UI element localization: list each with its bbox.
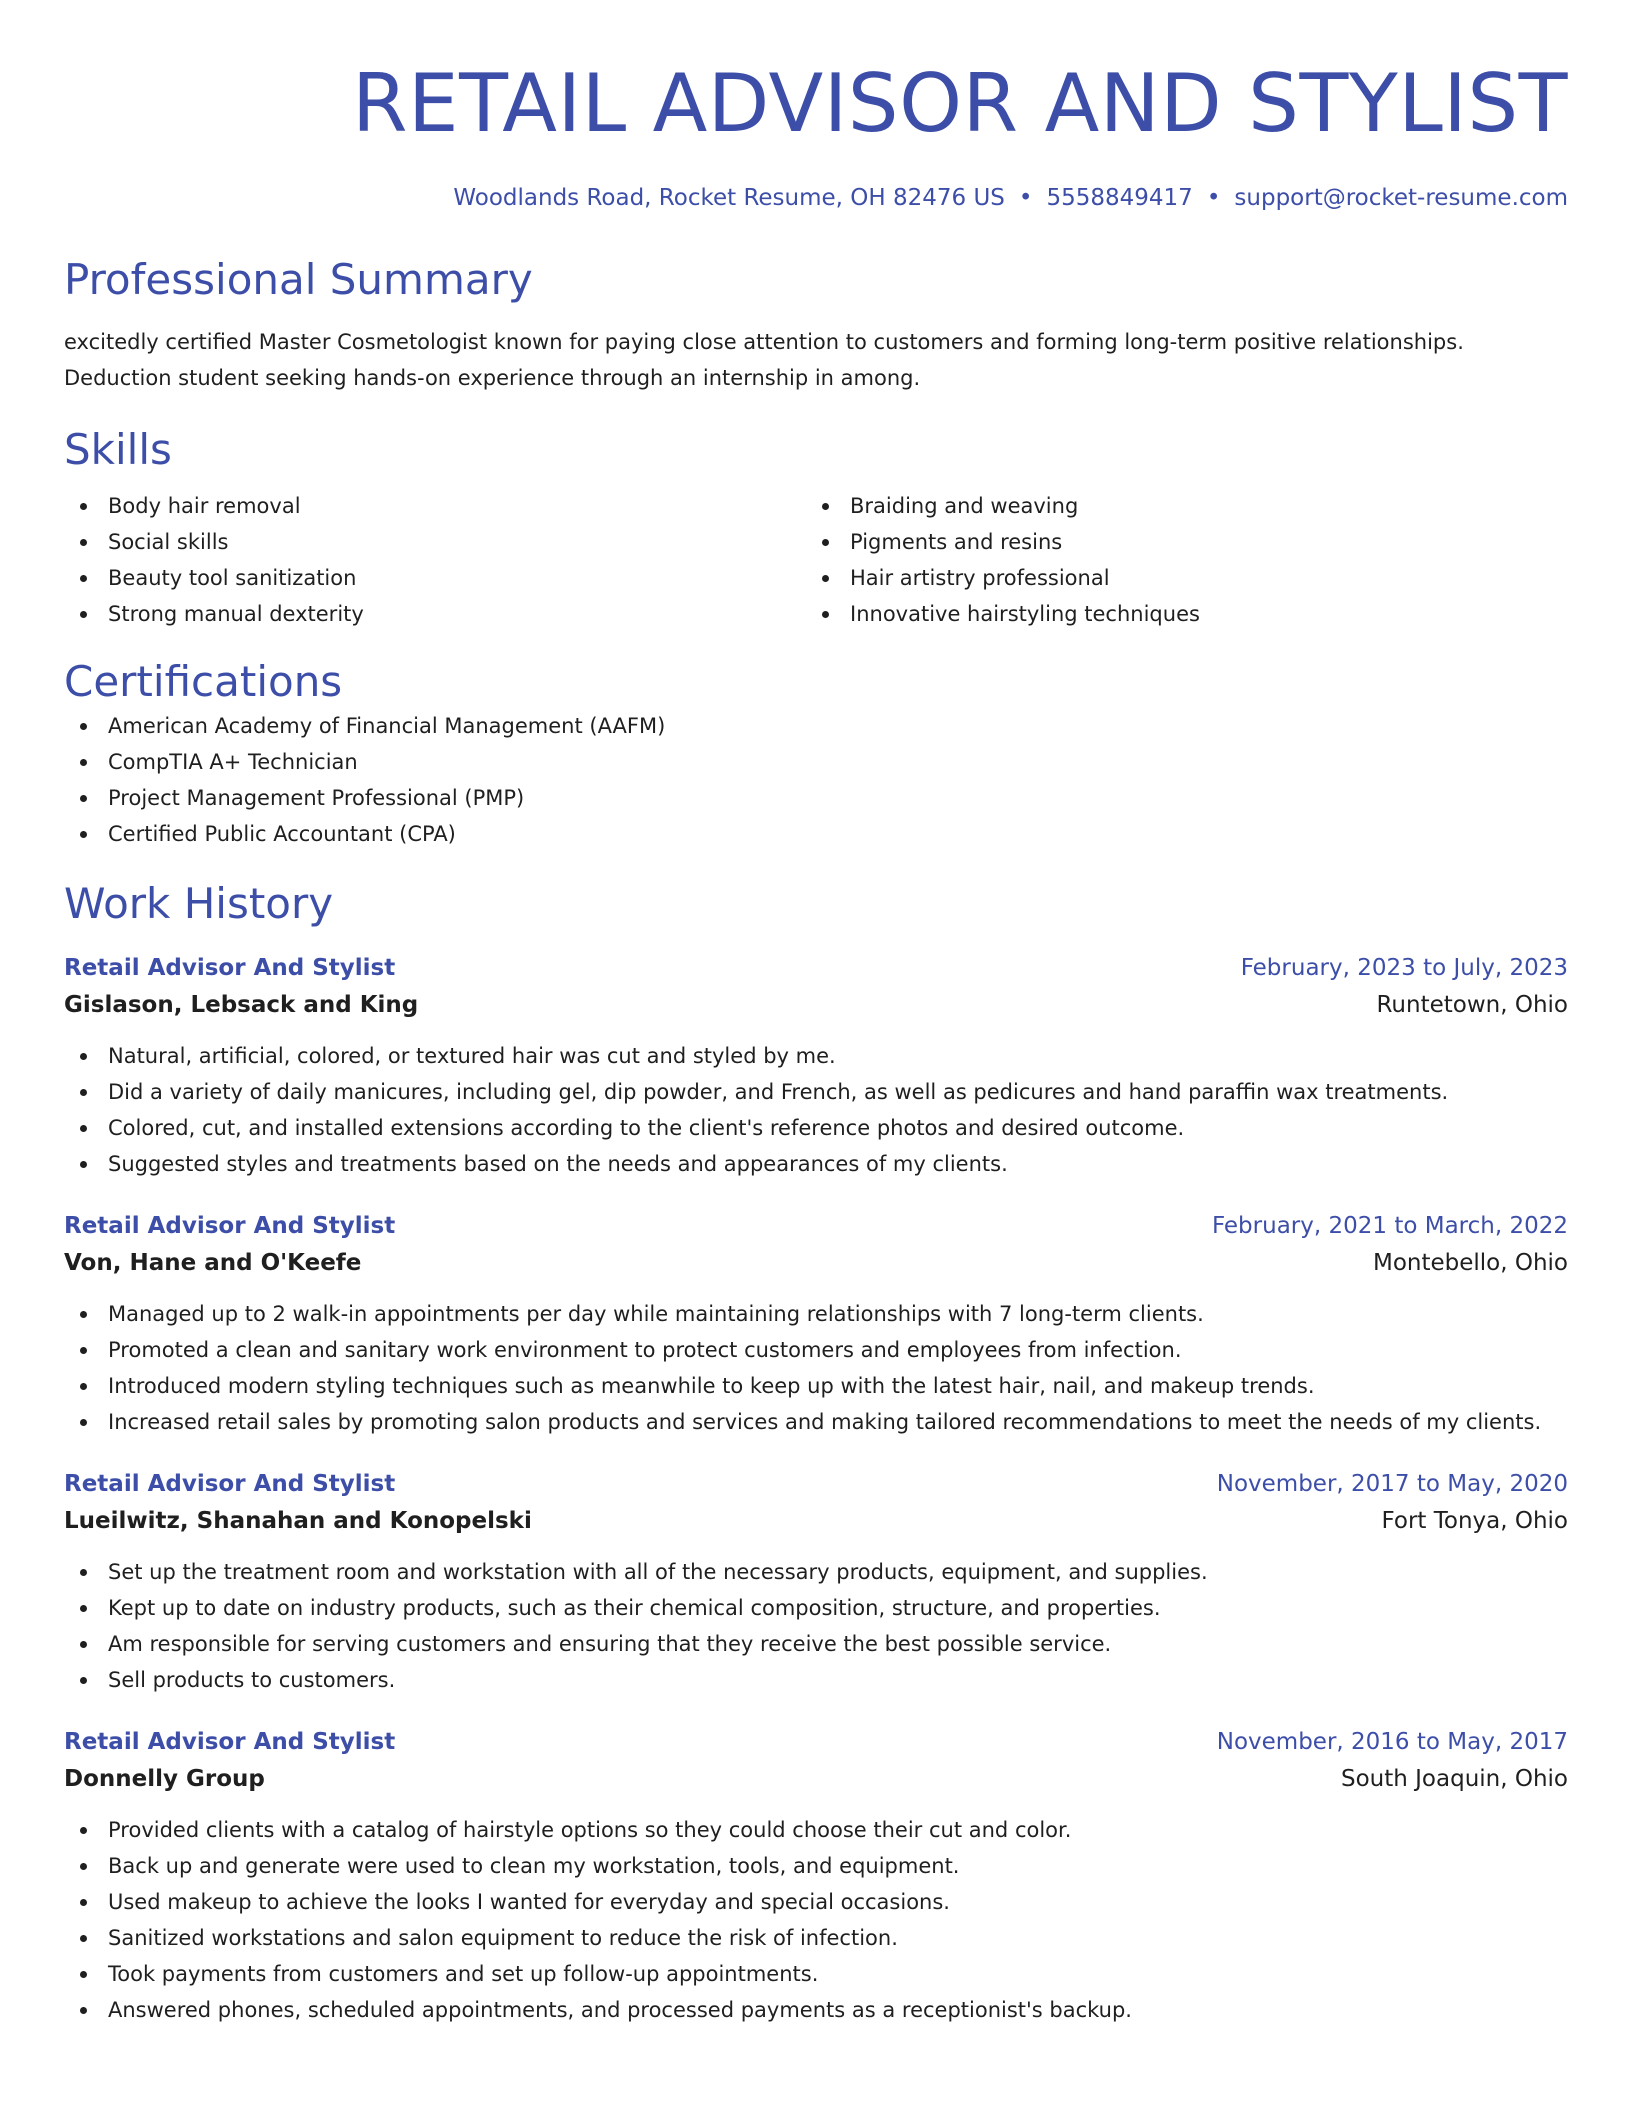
certification-item	[64, 744, 1568, 780]
job-bullet-text: Introduced modern styling techniques such as meanwhile to keep up with the latest hair, nail, and makeup trends.	[108, 1374, 1315, 1398]
job-company: Gislason, Lebsack and King	[64, 992, 419, 1018]
bullet-icon	[80, 723, 87, 730]
skill-item	[806, 560, 1548, 596]
job-bullet	[64, 1038, 1568, 1074]
job-bullet-text: Sanitized workstations and salon equipment to reduce the risk of infection.	[108, 1926, 898, 1950]
skill-item	[64, 524, 806, 560]
bullet-icon	[80, 1677, 87, 1684]
bullet-icon	[80, 1641, 87, 1648]
bullet-icon	[80, 503, 87, 510]
job-bullet	[64, 1296, 1568, 1332]
job-bullet	[64, 1884, 1568, 1920]
bullet-icon	[80, 1053, 87, 1060]
job-bullet-text: Took payments from customers and set up follow-up appointments.	[108, 1962, 819, 1986]
job-entry	[64, 1208, 1568, 1440]
contact-line	[64, 184, 1568, 212]
bullet-icon	[80, 2007, 87, 2014]
job-subheader	[64, 1244, 1568, 1282]
job-entry	[64, 950, 1568, 1182]
bullet-icon	[822, 539, 829, 546]
bullet-icon	[80, 1383, 87, 1390]
skill-label: Beauty tool sanitization	[108, 566, 357, 590]
contact-separator: •	[1018, 185, 1033, 211]
certification-label: Certified Public Accountant (CPA)	[108, 822, 456, 846]
contact-address: Woodlands Road, Rocket Resume, OH 82476 US	[453, 185, 1005, 211]
bullet-icon	[80, 759, 87, 766]
job-bullet	[64, 1848, 1568, 1884]
job-header	[64, 1724, 1568, 1760]
skills-column-right	[806, 488, 1548, 632]
job-bullet	[64, 1146, 1568, 1182]
bullet-icon	[80, 1899, 87, 1906]
skills-section	[64, 424, 1568, 632]
job-bullet	[64, 1662, 1568, 1698]
skills-list-right	[806, 488, 1548, 632]
work-history-section	[64, 878, 1568, 2028]
skill-label: Strong manual dexterity	[108, 602, 364, 626]
job-bullet	[64, 1626, 1568, 1662]
job-title: Retail Advisor And Stylist	[64, 1471, 396, 1497]
contact-phone: 5558849417	[1046, 185, 1193, 211]
job-bullet-text: Natural, artificial, colored, or textured hair was cut and styled by me.	[108, 1044, 836, 1068]
bullet-icon	[80, 1161, 87, 1168]
job-header	[64, 950, 1568, 986]
candidate-name: RETAIL ADVISOR AND STYLIST	[351, 57, 1568, 150]
job-bullet	[64, 1332, 1568, 1368]
skill-item	[64, 560, 806, 596]
job-bullet	[64, 1992, 1568, 2028]
job-bullet-text: Back up and generate were used to clean my workstation, tools, and equipment.	[108, 1854, 960, 1878]
skill-label: Innovative hairstyling techniques	[850, 602, 1200, 626]
job-title: Retail Advisor And Stylist	[64, 1729, 396, 1755]
certifications-section	[64, 656, 1568, 852]
job-location: Montebello, Ohio	[1372, 1250, 1568, 1276]
job-bullet-text: Colored, cut, and installed extensions according to the client's reference photos and desired outcome.	[108, 1116, 1185, 1140]
job-bullet-text: Managed up to 2 walk-in appointments per day while maintaining relationships with 7 long-term clients.	[108, 1302, 1204, 1326]
job-location: Runtetown, Ohio	[1376, 992, 1568, 1018]
job-location: South Joaquin, Ohio	[1340, 1766, 1568, 1792]
job-bullet	[64, 1404, 1568, 1440]
job-bullet	[64, 1590, 1568, 1626]
summary-text: excitedly certified Master Cosmetologist known for paying close attention to customers and forming long-term positive relationships. Deduction student seeking hands-on experience through an internship in among.	[64, 330, 1464, 390]
job-bullet	[64, 1074, 1568, 1110]
certification-item	[64, 816, 1568, 852]
section-title-work-history: Work History	[64, 879, 334, 928]
job-dates: February, 2023 to July, 2023	[1240, 955, 1568, 981]
job-entry	[64, 1466, 1568, 1698]
bullet-icon	[80, 1863, 87, 1870]
job-subheader	[64, 1760, 1568, 1798]
job-dates: November, 2016 to May, 2017	[1216, 1729, 1568, 1755]
job-title: Retail Advisor And Stylist	[64, 955, 396, 981]
job-bullets	[64, 1554, 1568, 1698]
bullet-icon	[80, 611, 87, 618]
job-entry	[64, 1724, 1568, 2028]
skills-list-left	[64, 488, 806, 632]
bullet-icon	[80, 1827, 87, 1834]
skill-item	[806, 596, 1548, 632]
skill-label: Pigments and resins	[850, 530, 1063, 554]
bullet-icon	[80, 1125, 87, 1132]
job-bullet-text: Provided clients with a catalog of hairstyle options so they could choose their cut and color.	[108, 1818, 1072, 1842]
bullet-icon	[80, 1569, 87, 1576]
skill-label: Braiding and weaving	[850, 494, 1079, 518]
job-bullet-text: Promoted a clean and sanitary work environment to protect customers and employees from infection.	[108, 1338, 1182, 1362]
job-bullet-text: Am responsible for serving customers and ensuring that they receive the best possible service.	[108, 1632, 1112, 1656]
job-subheader	[64, 1502, 1568, 1540]
jobs-list	[64, 950, 1568, 2028]
bullet-icon	[80, 795, 87, 802]
contact-separator: •	[1206, 185, 1221, 211]
skill-item	[64, 488, 806, 524]
job-subheader	[64, 986, 1568, 1024]
job-location: Fort Tonya, Ohio	[1381, 1508, 1568, 1534]
skill-item	[806, 488, 1548, 524]
certification-label: CompTIA A+ Technician	[108, 750, 358, 774]
job-bullet-text: Kept up to date on industry products, such as their chemical composition, structure, and properties.	[108, 1596, 1161, 1620]
certifications-list	[64, 708, 1568, 852]
bullet-icon	[80, 575, 87, 582]
job-bullets	[64, 1296, 1568, 1440]
job-bullet	[64, 1110, 1568, 1146]
section-title-summary: Professional Summary	[64, 255, 533, 304]
bullet-icon	[80, 1605, 87, 1612]
bullet-icon	[80, 1089, 87, 1096]
certification-item	[64, 708, 1568, 744]
bullet-icon	[80, 1935, 87, 1942]
job-dates: February, 2021 to March, 2022	[1211, 1213, 1568, 1239]
job-bullet-text: Sell products to customers.	[108, 1668, 396, 1692]
job-bullet	[64, 1920, 1568, 1956]
job-bullets	[64, 1038, 1568, 1182]
bullet-icon	[822, 575, 829, 582]
job-header	[64, 1208, 1568, 1244]
bullet-icon	[80, 1311, 87, 1318]
job-bullet-text: Increased retail sales by promoting salon products and services and making tailored recommendations to meet the needs of my clients.	[108, 1410, 1542, 1434]
bullet-icon	[80, 1347, 87, 1354]
skills-column-left	[64, 488, 806, 632]
skills-grid	[64, 488, 1568, 632]
bullet-icon	[80, 1971, 87, 1978]
job-dates: November, 2017 to May, 2020	[1216, 1471, 1568, 1497]
job-bullet	[64, 1812, 1568, 1848]
job-company: Von, Hane and O'Keefe	[64, 1250, 362, 1276]
job-bullet-text: Used makeup to achieve the looks I wanted for everyday and special occasions.	[108, 1890, 950, 1914]
job-bullet	[64, 1554, 1568, 1590]
skill-item	[64, 596, 806, 632]
bullet-icon	[822, 503, 829, 510]
job-company: Lueilwitz, Shanahan and Konopelski	[64, 1508, 532, 1534]
job-bullet-text: Suggested styles and treatments based on the needs and appearances of my clients.	[108, 1152, 1008, 1176]
skill-item	[806, 524, 1548, 560]
bullet-icon	[80, 539, 87, 546]
job-bullet	[64, 1956, 1568, 1992]
resume-header	[64, 58, 1568, 212]
certification-label: Project Management Professional (PMP)	[108, 786, 525, 810]
job-bullet-text: Answered phones, scheduled appointments, and processed payments as a receptionist's backup.	[108, 1998, 1132, 2022]
contact-email[interactable]: support@rocket-resume.com	[1234, 185, 1568, 211]
job-bullets	[64, 1812, 1568, 2028]
job-company: Donnelly Group	[64, 1766, 265, 1792]
job-title: Retail Advisor And Stylist	[64, 1213, 396, 1239]
job-bullet-text: Did a variety of daily manicures, including gel, dip powder, and French, as well as pedicures and hand paraffin wax treatments.	[108, 1080, 1449, 1104]
bullet-icon	[822, 611, 829, 618]
job-bullet	[64, 1368, 1568, 1404]
bullet-icon	[80, 1419, 87, 1426]
skill-label: Body hair removal	[108, 494, 301, 518]
job-header	[64, 1466, 1568, 1502]
skill-label: Social skills	[108, 530, 229, 554]
certification-label: American Academy of Financial Management (AAFM)	[108, 714, 666, 738]
summary-section	[64, 254, 1568, 396]
certification-item	[64, 780, 1568, 816]
bullet-icon	[80, 831, 87, 838]
section-title-skills: Skills	[64, 425, 172, 474]
job-bullet-text: Set up the treatment room and workstation with all of the necessary products, equipment, and supplies.	[108, 1560, 1208, 1584]
skill-label: Hair artistry professional	[850, 566, 1110, 590]
section-title-certifications: Certifications	[64, 657, 343, 706]
